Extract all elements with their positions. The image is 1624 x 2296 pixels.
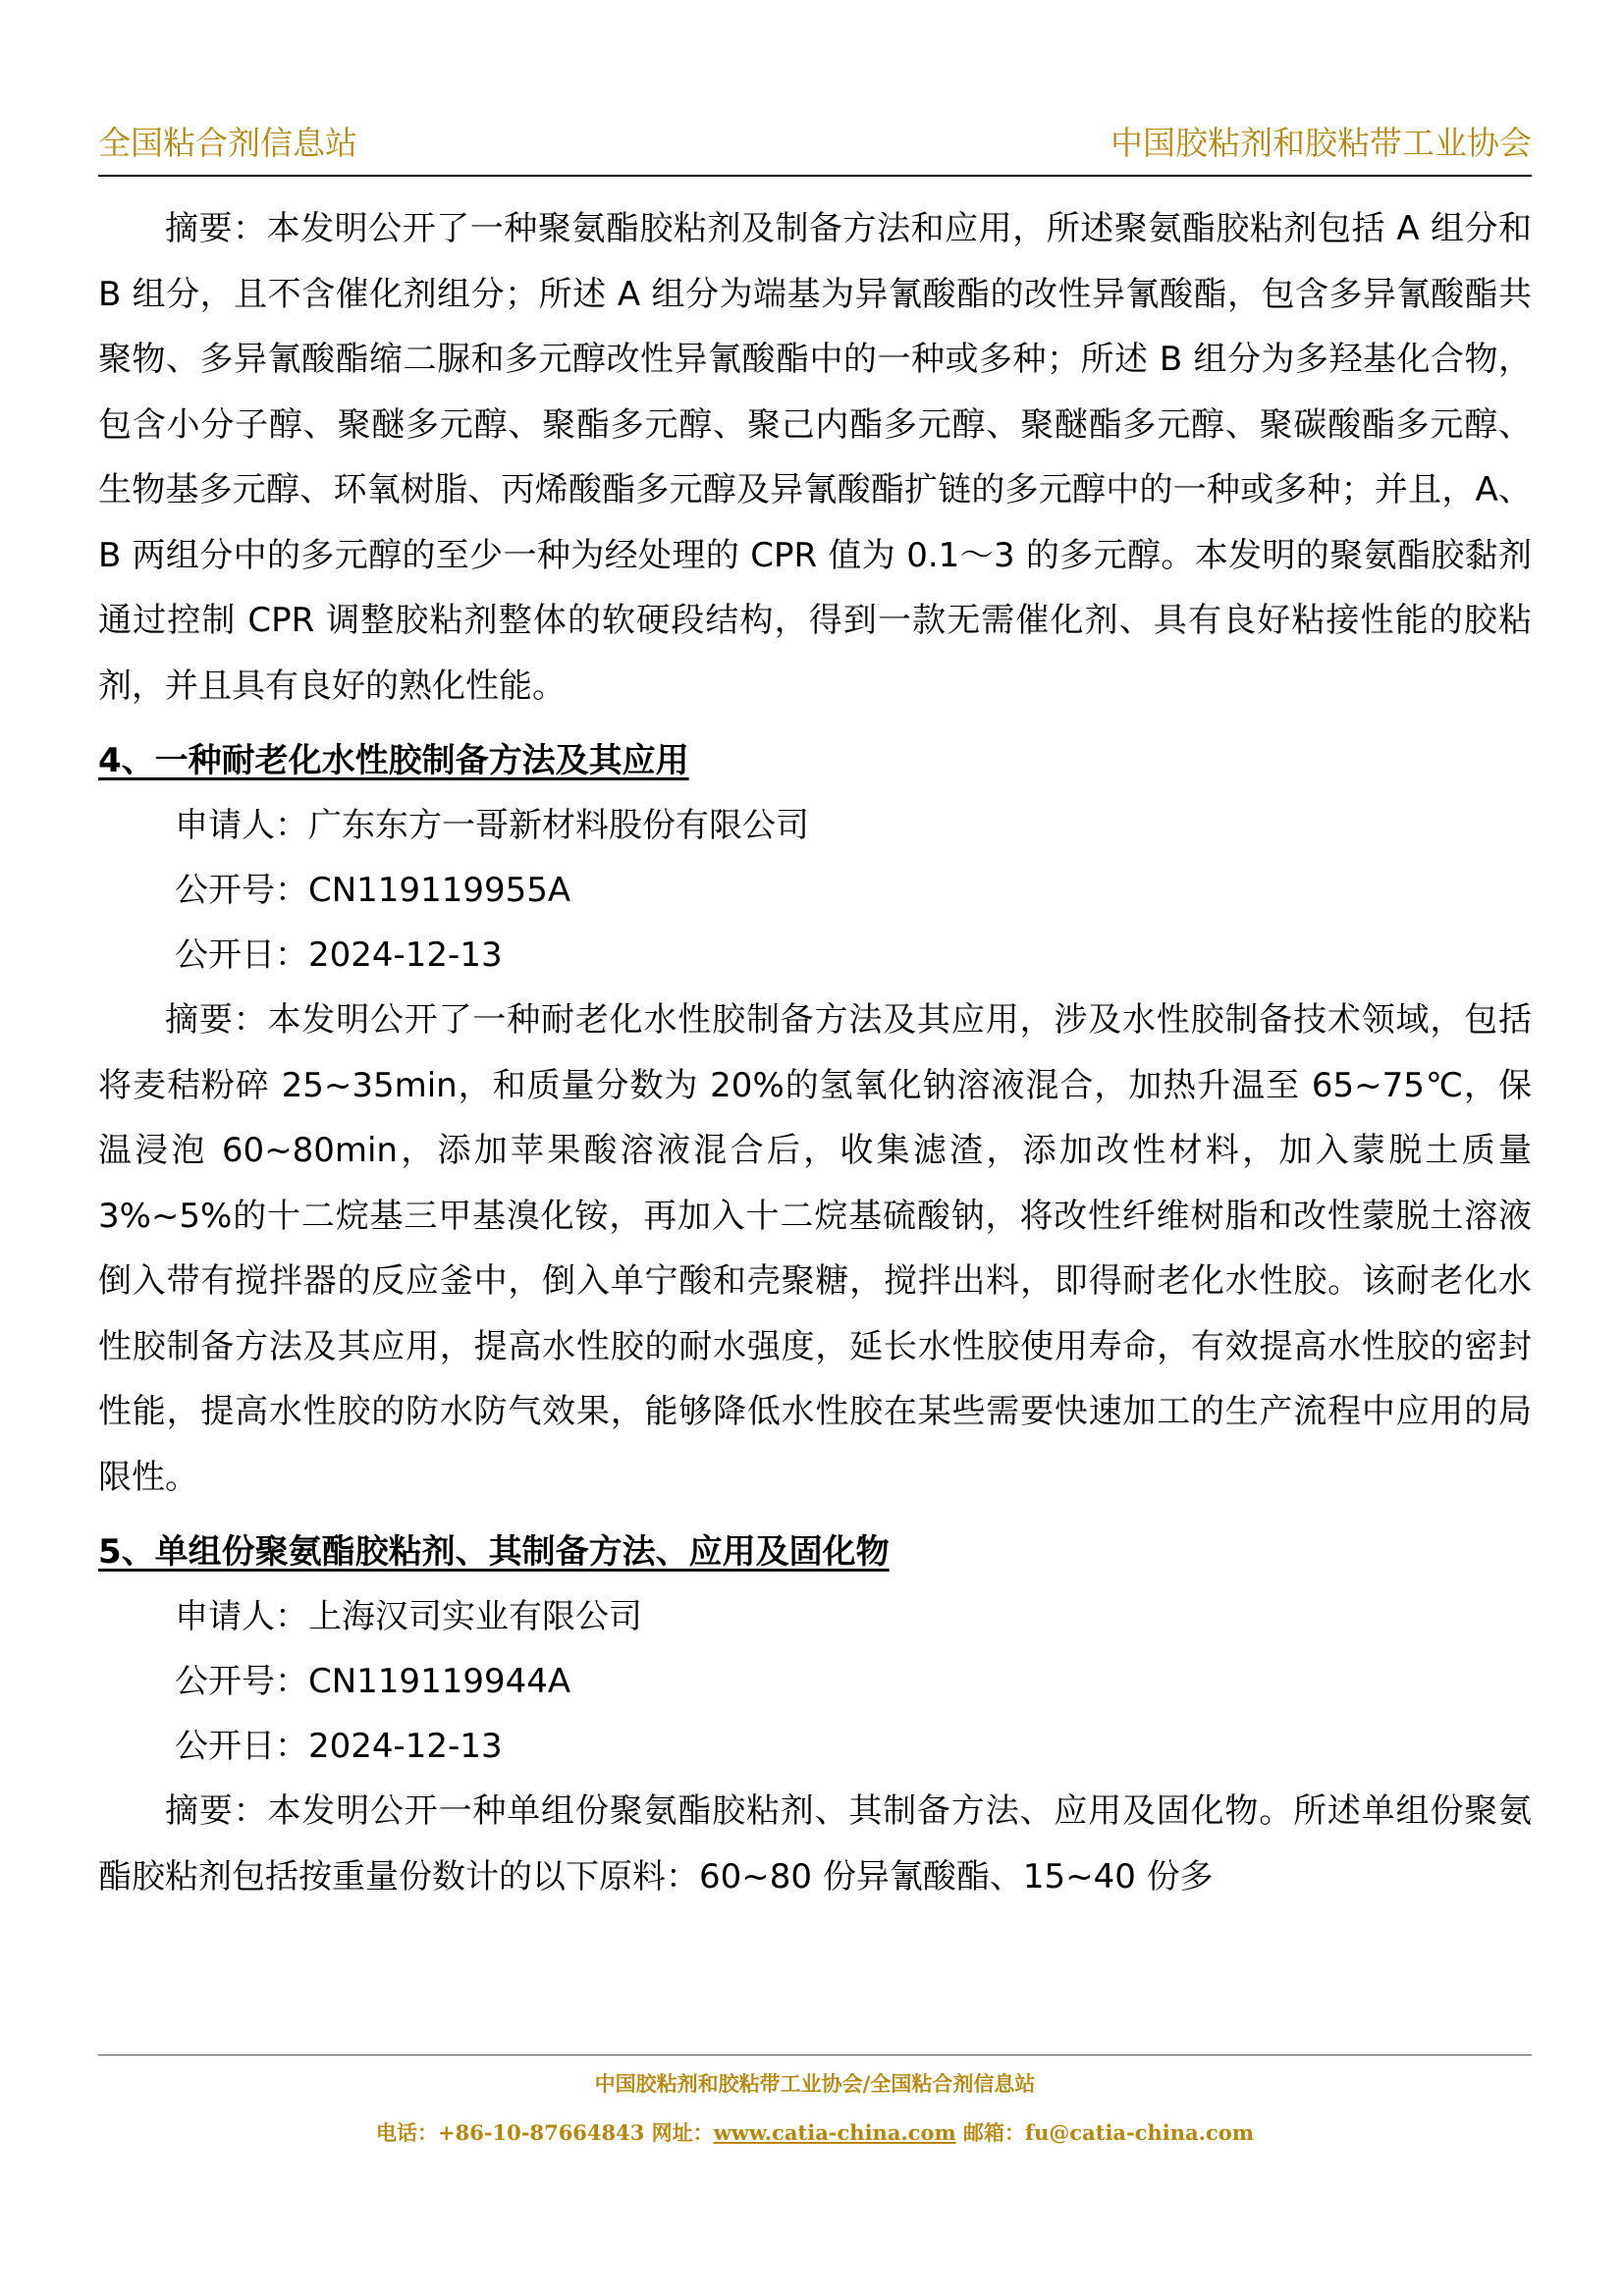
footer-phone: 电话：+86-10-87664843 网址：	[376, 2120, 714, 2145]
applicant: 申请人：上海汉司实业有限公司	[175, 1597, 642, 1636]
header-site-name: 全国粘合剂信息站	[98, 124, 357, 162]
intro-abstract: 摘要：本发明公开了一种聚氨酯胶粘剂及制备方法和应用，所述聚氨酯胶粘剂包括 A 组分和 B 组分，且不含催化剂组分；所述 A 组分为端基为异氰酸酯的改性异氰酸酯，包含多异氰酸酯共聚物、多异氰酸酯缩二脲和多元醇改性异氰酸酯中的一种或多种；所述 B 组分为多羟基化合物，包含小分子醇、聚醚多元醇、聚酯多元醇、聚己内酯多元醇、聚醚酯多元醇、聚碳酸酯多元醇、生物基多元醇、环氧树脂、丙烯酸酯多元醇及异氰酸酯扩链的多元醇中的一种或多种；并且，A、B 两组分中的多元醇的至少一种为经处理的 CPR 值为 0.1～3 的多元醇。本发明的聚氨酯胶黏剂通过控制 CPR 调整胶粘剂整体的软硬段结构，得到一款无需催化剂、具有良好粘接性能的胶粘剂，并且具有良好的熟化性能。	[98, 209, 1532, 706]
section-title	[98, 728, 1532, 793]
page-header	[98, 116, 1532, 177]
section-title-text: 5、单组份聚氨酯胶粘剂、其制备方法、应用及固化物	[98, 1532, 890, 1572]
document-body	[98, 196, 1532, 1909]
patent-section-5	[98, 1520, 1532, 1909]
footer-email: 邮箱：fu@catia-china.com	[955, 2120, 1254, 2145]
page-footer	[98, 2055, 1532, 2148]
abstract: 摘要：本发明公开了一种耐老化水性胶制备方法及其应用，涉及水性胶制备技术领域，包括将麦秸粉碎 25~35min，和质量分数为 20%的氢氧化钠溶液混合，加热升温至 65~75℃，保温浸泡 60~80min，添加苹果酸溶液混合后，收集滤渣，添加改性材料，加入蒙脱土质量 3%~5%的十二烷基三甲基溴化铵，再加入十二烷基硫酸钠，将改性纤维树脂和改性蒙脱土溶液倒入带有搅拌器的反应釜中，倒入单宁酸和壳聚糖，搅拌出料，即得耐老化水性胶。该耐老化水性胶制备方法及其应用，提高水性胶的耐水强度，延长水性胶使用寿命，有效提高水性胶的密封性能，提高水性胶的防水防气效果，能够降低水性胶在某些需要快速加工的生产流程中应用的局限性。	[98, 1000, 1532, 1497]
footer-contact	[98, 2118, 1532, 2148]
footer-website-link[interactable]: www.catia-china.com	[713, 2120, 956, 2145]
footer-organization: 中国胶粘剂和胶粘带工业协会/全国粘合剂信息站	[594, 2071, 1036, 2096]
abstract: 摘要：本发明公开一种单组份聚氨酯胶粘剂、其制备方法、应用及固化物。所述单组份聚氨酯胶粘剂包括按重量份数计的以下原料：60~80 份异氰酸酯、15~40 份多	[98, 1791, 1532, 1896]
patent-section-4	[98, 728, 1532, 1510]
header-association-name: 中国胶粘剂和胶粘带工业协会	[1110, 124, 1532, 162]
section-title-text: 4、一种耐老化水性胶制备方法及其应用	[98, 741, 689, 780]
publication-number: 公开号：CN119119955A	[175, 871, 571, 910]
applicant: 申请人：广东东方一哥新材料股份有限公司	[175, 806, 809, 845]
publication-number: 公开号：CN119119944A	[175, 1662, 571, 1701]
section-title	[98, 1520, 1532, 1584]
publication-date: 公开日：2024-12-13	[175, 1727, 503, 1766]
publication-date: 公开日：2024-12-13	[175, 935, 503, 975]
